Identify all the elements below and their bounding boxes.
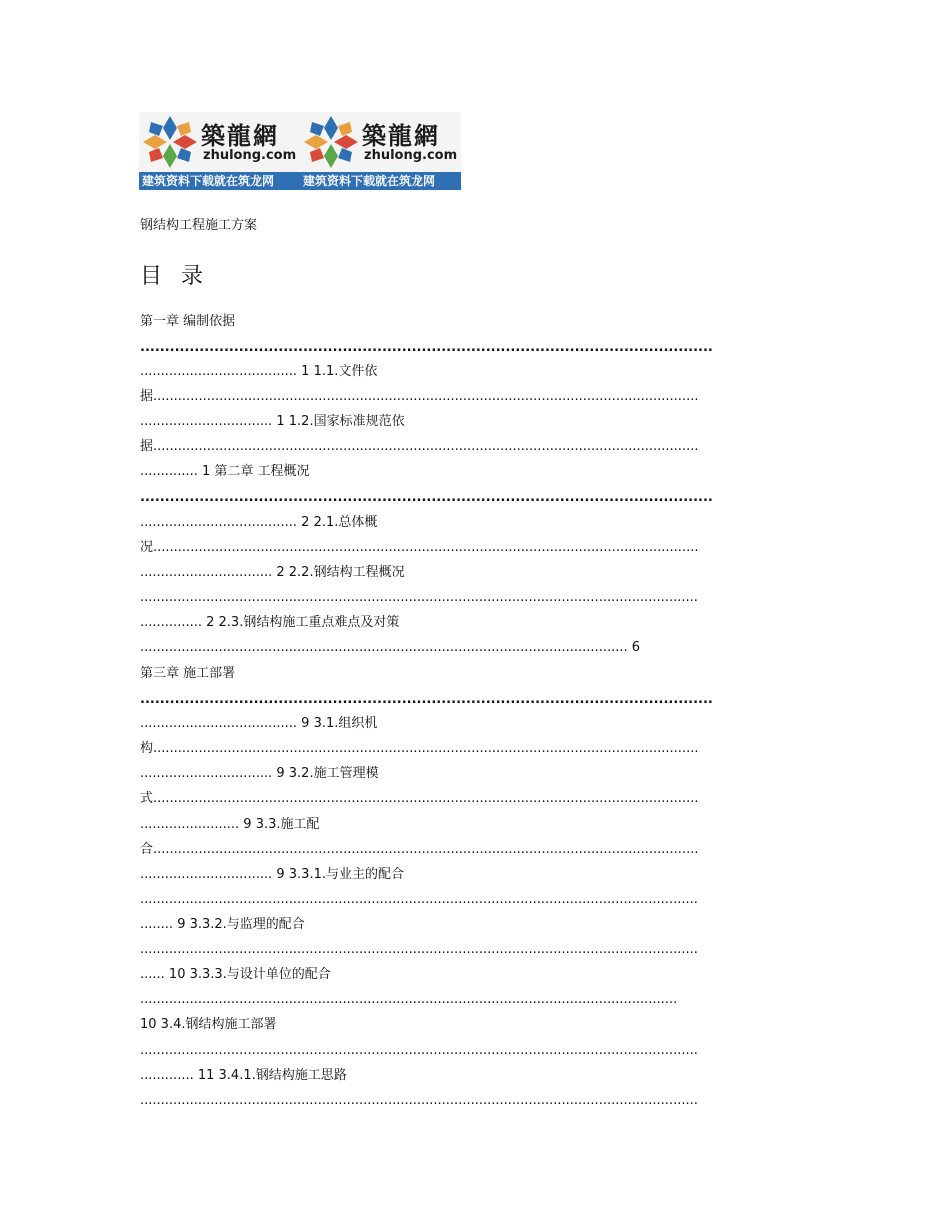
toc-line: ...................................... 2 2.1.总体概 bbox=[140, 515, 378, 530]
toc-line: .................................................................................................................... bbox=[140, 340, 713, 355]
toc-line: 构.................................................................................................................................... bbox=[140, 741, 699, 756]
toc-line: ........ 9 3.3.2.与监理的配合 bbox=[140, 917, 305, 932]
toc-line: 第一章 编制依据 bbox=[140, 314, 236, 329]
toc-line: ...................................... 9 3.1.组织机 bbox=[140, 716, 378, 731]
toc-line: .................................................................................................................................. bbox=[140, 992, 678, 1007]
toc-line: ................................ 1 1.2.国家标准规范依 bbox=[140, 414, 405, 429]
toc-line: 第三章 施工部署 bbox=[140, 666, 236, 681]
toc-line: ................................ 9 3.2.施工管理模 bbox=[140, 766, 379, 781]
toc-line: ....................................................................................................................................... bbox=[140, 942, 698, 957]
toc-line: ....................................................................................................................................... bbox=[140, 892, 698, 907]
toc-line: ............. 11 3.4.1.钢结构施工思路 bbox=[140, 1068, 347, 1083]
logo-unit-left bbox=[139, 112, 300, 172]
toc-line: 况.................................................................................................................................... bbox=[140, 540, 699, 555]
logo-slogan: 建筑资料下载就在筑龙网 bbox=[142, 174, 275, 188]
diamond-logo-icon bbox=[302, 114, 360, 170]
toc-line: ....................................................................................................................................... bbox=[140, 1093, 698, 1108]
toc-line: ...... 10 3.3.3.与设计单位的配合 bbox=[140, 967, 331, 982]
toc-line: 10 3.4.钢结构施工部署 bbox=[140, 1017, 277, 1032]
logo-slogan-band bbox=[139, 172, 461, 190]
toc-line: ................................ 9 3.3.1.与业主的配合 bbox=[140, 867, 404, 882]
document-title: 钢结构工程施工方案 bbox=[140, 218, 258, 233]
toc-line: ................................ 2 2.2.钢结构工程概况 bbox=[140, 565, 405, 580]
logo-brand-cn: 築龍網 bbox=[201, 121, 279, 150]
zhulong-logo bbox=[139, 112, 461, 190]
toc-line: ....................................................................................................................................... bbox=[140, 590, 698, 605]
logo-unit-right bbox=[300, 112, 461, 172]
toc-line: ........................ 9 3.3.施工配 bbox=[140, 817, 320, 832]
toc-line: 据.................................................................................................................................... bbox=[140, 389, 699, 404]
logo-brand-cn: 築龍網 bbox=[362, 121, 440, 150]
logo-banner bbox=[139, 112, 461, 172]
diamond-logo-icon bbox=[141, 114, 199, 170]
toc-heading: 目 录 bbox=[140, 264, 209, 289]
toc-line: .............. 1 第二章 工程概况 bbox=[140, 464, 310, 479]
logo-brand-en: zhulong.com bbox=[364, 148, 458, 163]
toc-line: ...................................................................................................................... 6 bbox=[140, 640, 641, 655]
toc-line: ....................................................................................................................................... bbox=[140, 1043, 698, 1058]
toc-line: 据.................................................................................................................................... bbox=[140, 439, 699, 454]
toc-line: .................................................................................................................... bbox=[140, 692, 713, 707]
toc-line: ............... 2 2.3.钢结构施工重点难点及对策 bbox=[140, 615, 400, 630]
toc-line: 合.................................................................................................................................... bbox=[140, 842, 699, 857]
toc-line: .................................................................................................................... bbox=[140, 490, 713, 505]
logo-brand-en: zhulong.com bbox=[203, 148, 297, 163]
toc-line: 式.................................................................................................................................... bbox=[140, 791, 699, 806]
logo-slogan: 建筑资料下载就在筑龙网 bbox=[303, 174, 436, 188]
toc-line: ...................................... 1 1.1.文件依 bbox=[140, 364, 378, 379]
